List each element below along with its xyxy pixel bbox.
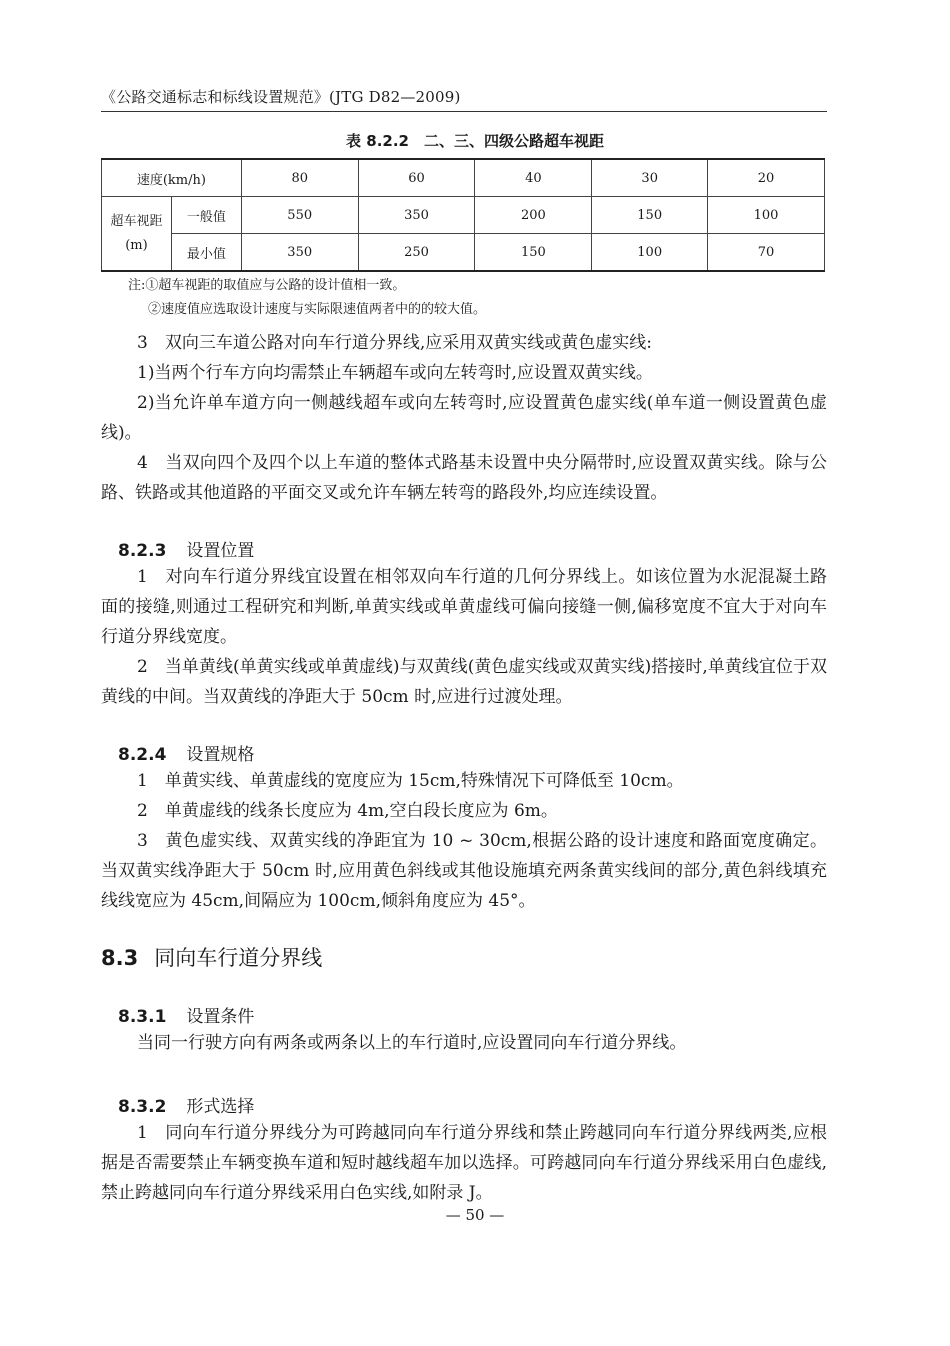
subsection-number: 8.3.1: [118, 1007, 167, 1027]
subsection-heading-8-2-4: [118, 740, 254, 765]
row-label-cell: 最小值: [171, 234, 241, 272]
speed-cell: 20: [708, 159, 825, 197]
subsection-title: 设置规格: [186, 745, 255, 765]
passing-sight-distance-table: [101, 158, 825, 272]
value-cell: 150: [592, 197, 708, 234]
table-caption: 表 8.2.2 二、三、四级公路超车视距: [346, 132, 604, 150]
section-number: 8.3: [101, 946, 139, 970]
paragraph: 2 当单黄线(单黄实线或单黄虚线)与双黄线(黄色虚实线或双黄实线)搭接时,单黄线宜位于双黄线的中间。当双黄线的净距大于 50cm 时,应进行过渡处理。: [101, 657, 827, 707]
row-group-label-cell: [102, 197, 172, 272]
paragraph: 1 同向车行道分界线分为可跨越同向车行道分界线和禁止跨越同向车行道分界线两类,应根据是否需要禁止车辆变换车道和短时越线超车加以选择。可跨越同向车行道分界线采用白色虚线,禁止跨越同向车行道分界线采用白色实线,如附录 J。: [101, 1123, 827, 1203]
header-rule: [101, 111, 827, 112]
paragraph: 1)当两个行车方向均需禁止车辆超车或向左转弯时,应设置双黄实线。: [137, 363, 653, 383]
subsection-number: 8.2.3: [118, 541, 167, 561]
table-header-row: [102, 159, 825, 197]
speed-label-cell: 速度(km/h): [102, 159, 242, 197]
row-label-cell: 一般值: [171, 197, 241, 234]
paragraph: 1 对向车行道分界线宜设置在相邻双向车行道的几何分界线上。如该位置为水泥混凝土路面的接缝,则通过工程研究和判断,单黄实线或单黄虚线可偏向接缝一侧,偏移宽度不宜大于对向车行道分界线宽度。: [101, 567, 827, 647]
value-cell: 200: [475, 197, 592, 234]
row-group-label-line1: 超车视距: [110, 213, 163, 229]
subsection-number: 8.3.2: [118, 1097, 167, 1117]
row-group-label-line2: (m): [125, 237, 148, 253]
paragraph: 2 单黄虚线的线条长度应为 4m,空白段长度应为 6m。: [137, 801, 558, 821]
speed-cell: 60: [358, 159, 475, 197]
value-cell: 70: [708, 234, 825, 272]
value-cell: 100: [592, 234, 708, 272]
subsection-title: 设置位置: [186, 541, 255, 561]
table-row: [102, 197, 825, 234]
table-note: ②速度值应选取设计速度与实际限速值两者中的的较大值。: [148, 302, 487, 317]
speed-cell: 30: [592, 159, 708, 197]
subsection-heading-8-2-3: [118, 536, 254, 561]
paragraph: 3 黄色虚实线、双黄实线的净距宜为 10 ~ 30cm,根据公路的设计速度和路面宽度确定。当双黄实线净距大于 50cm 时,应用黄色斜线或其他设施填充两条黄实线间的部分,黄色斜线填充线线宽应为 45cm,间隔应为 100cm,倾斜角度应为 45°。: [101, 831, 827, 911]
page-number: — 50 —: [445, 1206, 505, 1224]
paragraph: 2)当允许单车道方向一侧越线超车或向左转弯时,应设置黄色虚实线(单车道一侧设置黄色虚线)。: [101, 393, 827, 443]
subsection-number: 8.2.4: [118, 745, 167, 765]
table-note: 注:①超车视距的取值应与公路的设计值相一致。: [128, 278, 406, 293]
value-cell: 150: [475, 234, 592, 272]
running-header: 《公路交通标志和标线设置规范》(JTG D82—2009): [101, 88, 461, 106]
paragraph: 4 当双向四个及四个以上车道的整体式路基未设置中央分隔带时,应设置双黄实线。除与公路、铁路或其他道路的平面交叉或允许车辆左转弯的路段外,均应连续设置。: [101, 453, 827, 503]
section-title: 同向车行道分界线: [154, 946, 323, 970]
speed-cell: 40: [475, 159, 592, 197]
value-cell: 350: [358, 197, 475, 234]
value-cell: 100: [708, 197, 825, 234]
paragraph: 3 双向三车道公路对向车行道分界线,应采用双黄实线或黄色虚实线:: [137, 333, 652, 353]
subsection-heading-8-3-2: [118, 1092, 254, 1117]
value-cell: 350: [241, 234, 358, 272]
subsection-title: 形式选择: [186, 1097, 255, 1117]
table-row: [102, 234, 825, 272]
table-notes: [128, 274, 486, 322]
subsection-title: 设置条件: [186, 1007, 255, 1027]
paragraph: 当同一行驶方向有两条或两条以上的车行道时,应设置同向车行道分界线。: [137, 1033, 687, 1053]
section-heading-8-3: [101, 942, 322, 972]
speed-cell: 80: [241, 159, 358, 197]
paragraph: 1 单黄实线、单黄虚线的宽度应为 15cm,特殊情况下可降低至 10cm。: [137, 771, 684, 791]
value-cell: 550: [241, 197, 358, 234]
value-cell: 250: [358, 234, 475, 272]
subsection-heading-8-3-1: [118, 1002, 254, 1027]
